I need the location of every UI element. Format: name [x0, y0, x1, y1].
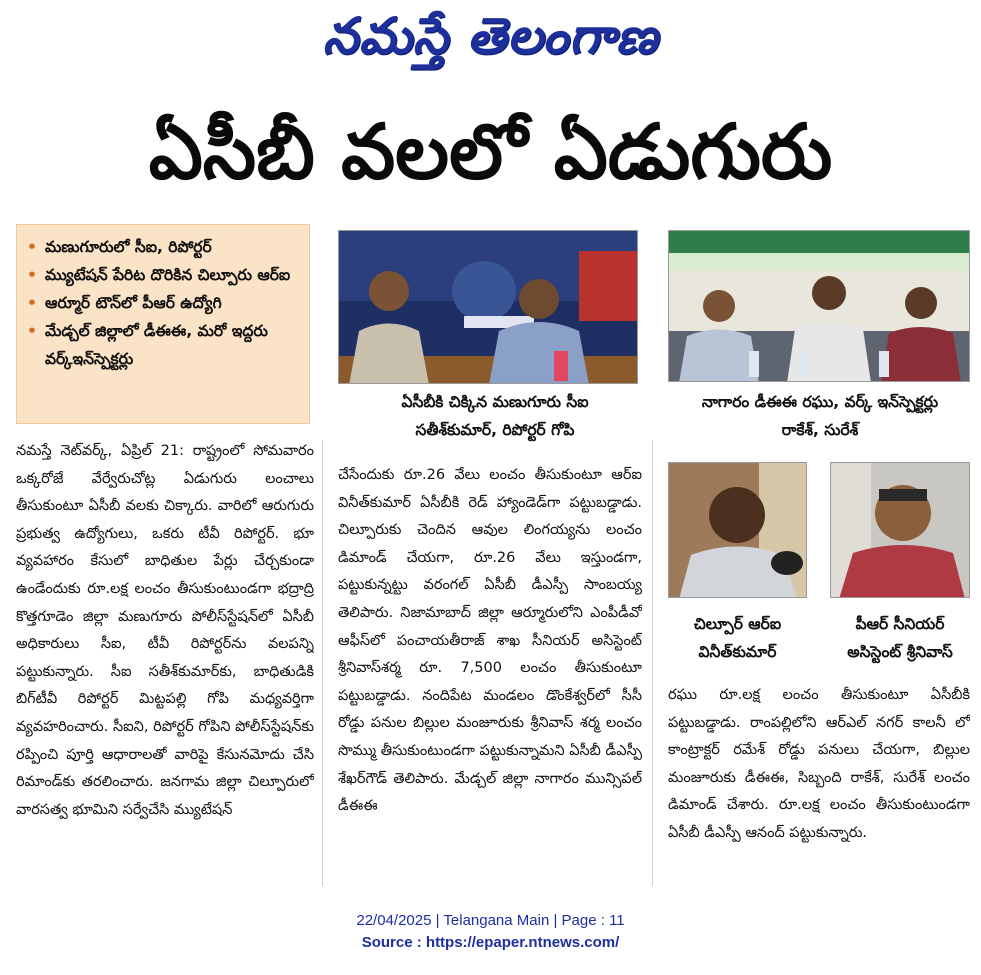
- footer: [0, 910, 981, 954]
- article-text: రఘు రూ.లక్ష లంచం తీసుకుంటూ ఏసీబీకి పట్టుబడ్డాడు. రాంపల్లిలోని ఆర్ఎల్ నగర్ కాలనీ లో కాంట్రాక్టర్ రమేశ్ రోడ్డు పనులు చేయగా, బిల్లుల మంజూరుకు డీఈఈ, సిబ్బంది రాకేశ్, సురేశ్ లంచం డిమాండ్ చేశారు. రూ.లక్ష లంచం తీసుకుంటుండగా ఏసీబీ డీఎస్పీ ఆనంద్ పట్టుకున్నారు.: [668, 687, 970, 841]
- photo-pr-srinivas: [830, 462, 970, 598]
- photo3-caption: చిల్పూర్ ఆర్ఐ వినీత్‌కుమార్: [693, 615, 782, 661]
- headline: ఏసీబీ వలలో ఏడుగురు: [148, 107, 833, 196]
- article-column-2: [338, 462, 642, 886]
- footer-source: Source : https://epaper.ntnews.com/: [361, 934, 620, 951]
- article-column-1: [16, 438, 314, 886]
- highlight-item: • మేడ్చల్ జిల్లాలో డీఈఈ, మరో ఇద్దరు వర్క్ఇన్‌స్పెక్టర్లు: [27, 317, 301, 373]
- photo1-caption: ఏసీబీకి చిక్కిన మణుగూరు సీఐ సతీశ్‌కుమార్, రిపోర్టర్ గోపి: [401, 393, 589, 439]
- article-column-3: [668, 682, 970, 886]
- photo-ri-vineeth: [668, 462, 807, 598]
- highlight-item: • మణుగూరులో సీఐ, రిపోర్టర్: [27, 233, 301, 261]
- photo2-caption: నాగారం డీఈఈ రఘు, వర్క్ ఇన్‌స్పెక్టర్లు రాకేశ్, సురేశ్: [701, 393, 939, 439]
- column-divider: [652, 440, 653, 886]
- highlights-box: [16, 224, 310, 424]
- highlight-item: • ఆర్మూర్ టౌన్‌లో పీఆర్ ఉద్యోగి: [27, 289, 301, 317]
- footer-date-page: 22/04/2025 | Telangana Main | Page : 11: [356, 912, 625, 929]
- highlight-item: • మ్యుటేషన్ పేరిట దొరికిన చిల్పూరు ఆర్ఐ: [27, 261, 301, 289]
- article-text: చేసేందుకు రూ.26 వేలు లంచం తీసుకుంటూ ఆర్ఐ వినీత్‌కుమార్ ఏసీబీకి రెడ్ హ్యాండెడ్‌గా పట్టుబడ్డాడు. చిల్పూరుకు చెందిన ఆవుల లింగయ్యను లంచం డిమాండ్ చేయగా, రూ.26 వేలు ఇస్తుండగా, పట్టుకున్నట్టు వరంగల్ ఏసీబీ డీఎస్పీ సాంబయ్య తెలిపారు. నిజామాబాద్ జిల్లా ఆర్మూరులోని ఎంపీడీవో ఆఫీస్‌లో పంచాయతీరాజ్ శాఖ సీనియర్ అసిస్టెంట్ శ్రీనివాస్‌శర్మ రూ. 7,500 లంచం తీసుకుంటూ పట్టుబడ్డాడు. నందిపేట మండలం డొంకేశ్వర్‌లో సీసీ రోడ్డు పనుల బిల్లుల మంజూరుకు శ్రీనివాస్ శర్మ లంచం సొమ్ము తీసుకుంటుండగా పట్టుకున్నామని ఏసీబీ డీఎస్పీ శేఖర్‌గౌడ్ తెలిపారు. మేడ్చల్ జిల్లా నాగారం మున్సిపల్ డీఈఈ: [338, 467, 642, 815]
- masthead: [0, 0, 981, 82]
- article-text: నమస్తే నెట్‌వర్క్, ఏప్రిల్ 21: రాష్ట్రంలో సోమవారం ఒక్కరోజే వేర్వేరుచోట్ల ఏడుగురు లంచాలు తీసుకుంటూ ఏసీబీ వలకు చిక్కారు. వారిలో ఆరుగురు ప్రభుత్వ ఉద్యోగులు, ఒకరు టీవీ రిపోర్టర్. భూ వ్యవహారం కేసులో బాధితుల పేర్లు చేర్చకుండా ఉండేందుకు రూ.లక్ష లంచం తీసుకుంటుండగా భద్రాద్రి కొత్తగూడెం జిల్లా మణుగూరు పోలీస్‌స్టేషన్‌లో ఏసీబీ అధికారులు సీఐ, టీవీ రిపోర్టర్‌ను వలపన్ని పట్టుకున్నారు. సీఐ సతీశ్‌కుమార్‌కు, బాధితుడికి బిగ్‌టీవీ రిపోర్టర్ మిట్టపల్లి గోపి మధ్యవర్తిగా వ్యవహరించారు. సీఐని, రిపోర్టర్ గోపిని పోలీస్‌స్టేషన్‌కు రప్పించి పూర్తి ఆధారాలతో వారిపై కేసునమోదు చేసి రిమాండ్‌కు తరలించారు. జనగామ జిల్లా చిల్పూరులో వారసత్వ భూమిని సర్వేచేసి మ్యుటేషన్: [16, 443, 314, 818]
- masthead-logo: నమస్తే తెలంగాణ: [322, 6, 659, 65]
- photo-dee-inspectors: [668, 230, 970, 382]
- column-divider: [322, 440, 323, 886]
- photo-ci-reporter: [338, 230, 638, 384]
- photo4-caption: పీఆర్ సీనియర్ అసిస్టెంట్ శ్రీనివాస్: [847, 615, 953, 661]
